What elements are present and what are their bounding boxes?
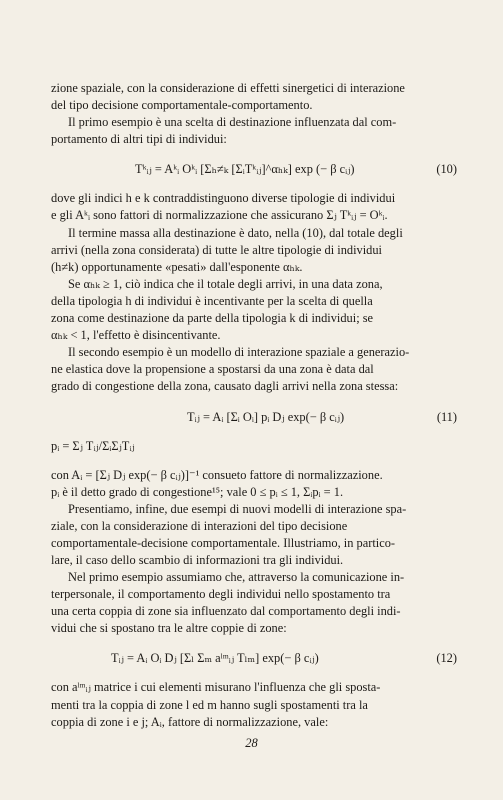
text-line: ziale, con la considerazione di interazioni del tipo decisione [51,518,348,533]
paragraph [51,467,457,501]
text-line: menti tra la coppia di zone l ed m hanno sugli spostamenti tra la [51,697,368,712]
equation-11 [51,409,457,426]
equation-number: (11) [436,409,457,424]
text-line: arrivi (nella zona considerata) di tutte le altre tipologie di individui [51,242,382,257]
paragraph [51,501,457,569]
text-line: terpersonale, il comportamento degli individui nello spostamento tra [51,587,391,602]
text-line: Il secondo esempio è un modello di interazione spaziale a generazio- [68,345,410,360]
equation-body: pᵢ = Σⱼ Tᵢⱼ/ΣᵢΣⱼTᵢⱼ [51,438,135,453]
text-line: portamento di altri tipi di individui: [51,132,227,147]
text-line: pᵢ è il detto grado di congestione¹⁵; vale 0 ≤ pᵢ ≤ 1, Σᵢpᵢ = 1. [51,484,344,499]
text-line: coppia di zone i e j; Aᵢ, fattore di normalizzazione, vale: [51,714,329,729]
equation-number: (10) [436,162,457,177]
paragraph [51,276,457,344]
text-line: (h≠k) opportunamente «pesati» dall'esponente αₕₖ. [51,259,303,274]
equation-11b [51,438,457,455]
paragraph [51,80,457,114]
text-line: Presentiamo, infine, due esempi di nuovi modelli di interazione spa- [68,501,407,516]
text-line: Se αₕₖ ≥ 1, ciò indica che il totale degli arrivi, in una data zona, [68,276,383,291]
text-line: Il termine massa alla destinazione è dato, nella (10), dal totale degli [68,225,403,240]
equation-body: Tᵏᵢⱼ = Aᵏᵢ Oᵏᵢ [Σₕ≠ₖ [ΣᵢTᵏᵢⱼ]^αₕₖ] exp (− β cᵢⱼ) [135,162,355,177]
text-line: comportamentale-decisione comportamentale. Illustriamo, in partico- [51,535,396,550]
paragraph [51,679,457,730]
equation-body: Tᵢⱼ = Aᵢ Oᵢ Dⱼ [Σₗ Σₘ aˡᵐᵢⱼ Tₗₘ] exp(− β cᵢⱼ) [111,651,319,666]
paragraph [51,225,457,276]
text-line: e gli Aᵏᵢ sono fattori di normalizzazione che assicurano Σⱼ Tᵏᵢⱼ = Oᵏᵢ. [51,208,388,223]
text-line: vidui che si spostano tra le altre coppie di zone: [51,621,287,636]
text-line: del tipo decisione comportamentale-comportamento. [51,98,313,113]
page-number: 28 [245,736,258,750]
text-line: della tipologia h di individui è incentivante per la scelta di quella [51,293,373,308]
paragraph [51,569,457,637]
text-line: lare, il caso dello scambio di informazioni tra gli individui. [51,552,344,567]
text-line: αₕₖ < 1, l'effetto è disincentivante. [51,328,221,343]
text-line: dove gli indici h e k contraddistinguono diverse tipologie di individui [51,191,396,206]
paragraph [51,114,457,148]
equation-body: Tᵢⱼ = Aᵢ [Σᵢ Oᵢ] pᵢ Dⱼ exp(− β cᵢⱼ) [187,409,345,424]
paragraph [51,190,457,224]
text-line: con aˡᵐᵢⱼ matrice i cui elementi misurano l'influenza che gli sposta- [51,680,381,695]
text-line: una certa coppia di zone sia influenzato dal comportamento degli indi- [51,604,401,619]
page-body [51,80,457,731]
paragraph [51,344,457,395]
text-line: ne elastica dove la propensione a spostarsi da una zona è data dal [51,362,374,377]
equation-10 [51,161,457,178]
equation-number: (12) [436,651,457,666]
text-line: zione spaziale, con la considerazione di effetti sinergetici di interazione [51,81,405,95]
text-line: Nel primo esempio assumiamo che, attraverso la comunicazione in- [68,570,405,585]
text-line: Il primo esempio è una scelta di destinazione influenzata dal com- [68,115,397,130]
text-line: grado di congestione della zona, causato dagli arrivi nella zona stessa: [51,379,399,394]
equation-12 [51,650,457,667]
text-line: zona come destinazione da parte della tipologia k di individui; se [51,311,374,326]
text-line: con Aᵢ = [Σⱼ Dⱼ exp(− β cᵢⱼ)]⁻¹ consueto fattore di normalizzazione. [51,467,383,482]
